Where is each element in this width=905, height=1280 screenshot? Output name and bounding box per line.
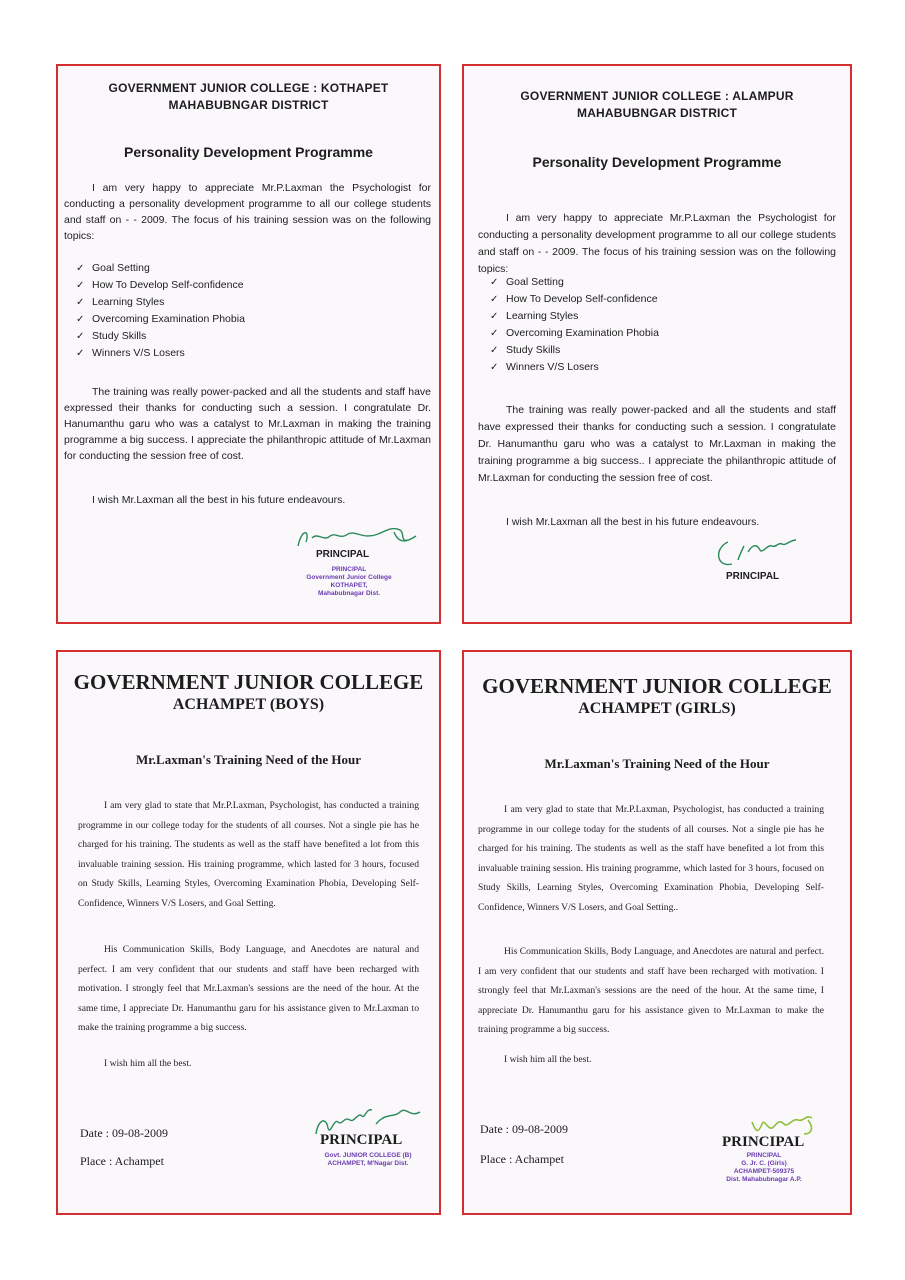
letter-paragraph-3: I wish him all the best. xyxy=(104,1058,192,1069)
list-item: ✓ Overcoming Examination Phobia xyxy=(490,325,659,342)
letter-kothapet xyxy=(56,64,441,624)
letter-paragraph-2: His Communication Skills, Body Language, and Anecdotes are natural and perfect. I am very confident that our students and staff have been recharged with motivation. I strongly feel that Mr.Laxman's sessions are the need of the hour. At the same time, I appreciate Dr. Hanumanthu garu for his assistance given to Mr.Laxman to make the training programme a big success. xyxy=(78,944,419,1033)
checkmark-icon: ✓ xyxy=(76,280,85,291)
principal-label: PRINCIPAL xyxy=(320,1132,403,1148)
checkmark-icon: ✓ xyxy=(490,362,499,373)
letter-paragraph-2: The training was really power-packed and all the students and staff have expressed their thanks for conducting such a session. I congratulate Dr. Hanumanthu garu who was a catalyst to Mr.Laxman in making the training programme a big success.. I appreciate the philanthropic attitude of Mr.Laxman for conducting the session free of cost. xyxy=(478,404,836,484)
letter-alampur xyxy=(462,64,852,624)
letter-paragraph-1: I am very happy to appreciate Mr.P.Laxman the Psychologist for conducting a personality development programme to all our college students and staff on - - 2009. The focus of his training session was on the following topics: xyxy=(478,212,836,275)
checkmark-icon: ✓ xyxy=(490,328,499,339)
college-branch: ACHAMPET (GIRLS) xyxy=(578,700,736,717)
principal-label: PRINCIPAL xyxy=(316,549,370,560)
letter-paragraph-3: I wish him all the best. xyxy=(504,1054,592,1065)
list-item: ✓ Overcoming Examination Phobia xyxy=(76,311,245,328)
checkmark-icon: ✓ xyxy=(490,345,499,356)
letter-header xyxy=(464,88,850,122)
list-item: ✓ Goal Setting xyxy=(76,260,245,277)
letter-date: Date : 09-08-2009 xyxy=(480,1122,568,1136)
letter-title: Personality Development Programme xyxy=(532,154,782,170)
college-branch: ACHAMPET (BOYS) xyxy=(172,696,325,713)
list-item: ✓ Study Skills xyxy=(76,328,245,345)
college-name: GOVERNMENT JUNIOR COLLEGE : ALAMPUR xyxy=(520,89,794,103)
checkmark-icon: ✓ xyxy=(76,348,85,359)
checkmark-icon: ✓ xyxy=(490,294,499,305)
letter-paragraph-2: His Communication Skills, Body Language, and Anecdotes are natural and perfect. I am very confident that our students and staff have been recharged with motivation. I strongly feel that Mr.Laxman's sessions are the need of the hour. At the same time, I appreciate Dr. Hanumanthu garu for his assistance given to Mr.Laxman to make the training programme a big success. xyxy=(478,946,824,1035)
letter-header xyxy=(58,80,439,114)
college-stamp: PRINCIPAL G. Jr. C. (Girls) ACHAMPET-509375 Dist. Mahabubnagar A.P. xyxy=(726,1152,802,1183)
letter-header xyxy=(58,670,439,716)
checkmark-icon: ✓ xyxy=(76,297,85,308)
topics-list xyxy=(76,260,245,362)
district-name: MAHABUBNGAR DISTRICT xyxy=(577,106,737,120)
college-stamp: PRINCIPAL Government Junior College KOTHAPET, Mahabubnagar Dist. xyxy=(306,566,392,597)
letter-paragraph-1: I am very glad to state that Mr.P.Laxman, Psychologist, has conducted a training programme in our college today for the students of all courses. Not a single pie has he charged for his training. The students as well as the staff have benefited a lot from this invaluable training session. His training programme, which lasted for 3 hours, focused on Study Skills, Learning Styles, Overcoming Examination Phobia, Developing Self-Confidence, Winners V/S Losers, and Goal Setting. xyxy=(78,800,419,909)
letter-title: Personality Development Programme xyxy=(124,144,373,160)
list-item: ✓ Learning Styles xyxy=(490,308,659,325)
list-item: ✓ Learning Styles xyxy=(76,294,245,311)
college-name: GOVERNMENT JUNIOR COLLEGE : KOTHAPET xyxy=(108,81,389,95)
principal-label: PRINCIPAL xyxy=(722,1134,805,1150)
college-name: GOVERNMENT JUNIOR COLLEGE xyxy=(73,670,424,694)
principal-label: PRINCIPAL xyxy=(726,571,780,582)
college-stamp: Govt. JUNIOR COLLEGE (B) ACHAMPET, M'Nagar Dist. xyxy=(324,1152,412,1167)
letter-paragraph-1: I am very happy to appreciate Mr.P.Laxman the Psychologist for conducting a personality development programme to all our college students and staff on - - 2009. The focus of his training session was on the following topics: xyxy=(64,182,431,242)
checkmark-icon: ✓ xyxy=(76,263,85,274)
list-item: ✓ Goal Setting xyxy=(490,274,659,291)
signature-image xyxy=(710,530,810,572)
list-item: ✓ Winners V/S Losers xyxy=(76,345,245,362)
district-name: MAHABUBNGAR DISTRICT xyxy=(168,98,329,112)
letter-place: Place : Achampet xyxy=(80,1154,164,1168)
college-name: GOVERNMENT JUNIOR COLLEGE xyxy=(482,674,832,698)
checkmark-icon: ✓ xyxy=(490,311,499,322)
letter-date: Date : 09-08-2009 xyxy=(80,1126,168,1140)
letter-header xyxy=(464,674,850,720)
checkmark-icon: ✓ xyxy=(76,314,85,325)
letter-paragraph-3: I wish Mr.Laxman all the best in his future endeavours. xyxy=(506,516,760,528)
checkmark-icon: ✓ xyxy=(76,331,85,342)
letter-title: Mr.Laxman's Training Need of the Hour xyxy=(135,752,362,767)
topics-list xyxy=(490,274,659,376)
letter-title: Mr.Laxman's Training Need of the Hour xyxy=(544,756,770,771)
list-item: ✓ Winners V/S Losers xyxy=(490,359,659,376)
letter-achampet-boys xyxy=(56,650,441,1215)
letter-paragraph-2: The training was really power-packed and all the students and staff have expressed their thanks for conducting such a session. I congratulate Dr. Hanumanthu garu who was a catalyst to Mr.Laxman in making the training programme a big success. I appreciate the philanthropic attitude of Mr.Laxman for conducting the session free of cost. xyxy=(64,386,431,462)
letter-paragraph-3: I wish Mr.Laxman all the best in his future endeavours. xyxy=(92,494,346,506)
checkmark-icon: ✓ xyxy=(490,277,499,288)
letter-paragraph-1: I am very glad to state that Mr.P.Laxman, Psychologist, has conducted a training programme in our college today for the students of all courses. Not a single pie has he charged for his training. The students as well as the staff have benefited a lot from this invaluable training session. His training programme, which lasted for 3 hours, focused on Study Skills, Learning Styles, Overcoming Examination Phobia, Developing Self-Confidence, Winners V/S Losers, and Goal Setting.. xyxy=(478,804,824,913)
letter-achampet-girls xyxy=(462,650,852,1215)
list-item: ✓ How To Develop Self-confidence xyxy=(490,291,659,308)
list-item: ✓ Study Skills xyxy=(490,342,659,359)
letter-place: Place : Achampet xyxy=(480,1152,564,1166)
list-item: ✓ How To Develop Self-confidence xyxy=(76,277,245,294)
